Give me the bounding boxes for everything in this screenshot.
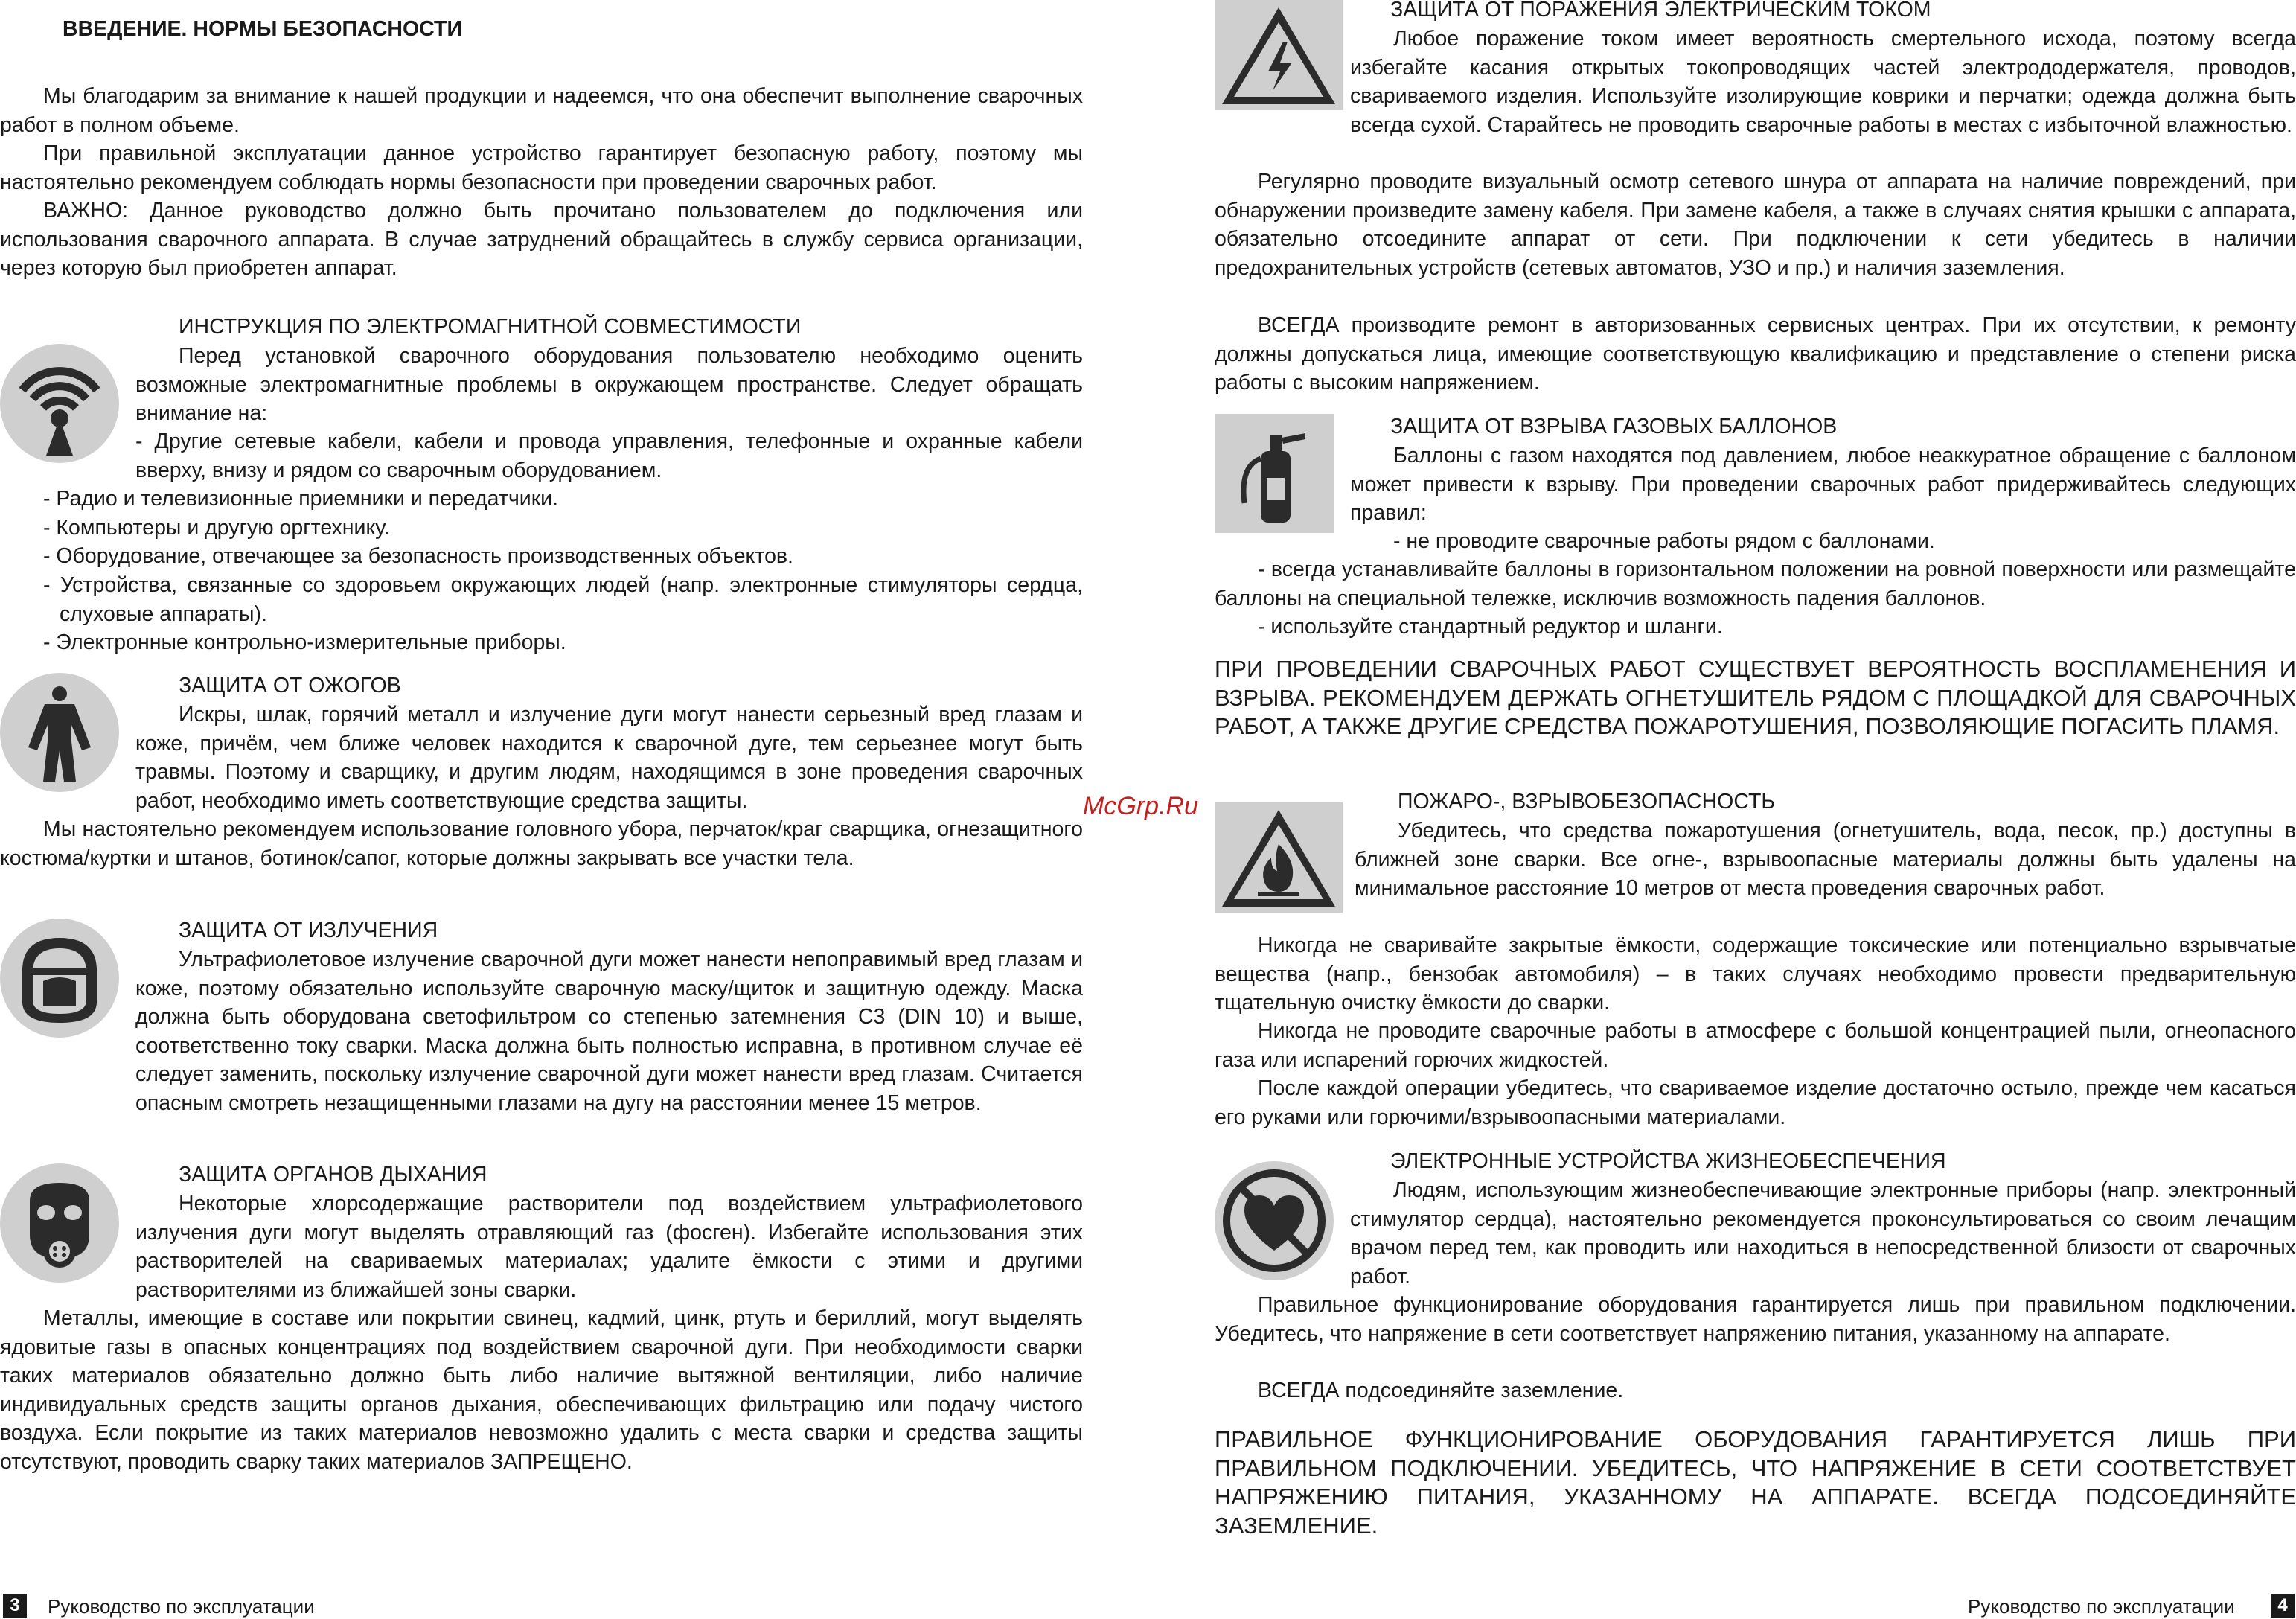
burns-p2: Мы настоятельно рекомендуем использование головного убора, перчаток/краг сварщика, огнезащитного костюма/куртки и штанов, ботинок/сапог, которые должны закрывать все участки тела. xyxy=(0,817,1083,870)
fire-p3: Никогда не проводите сварочные работы в атмосфере с большой концентрацией пыли, огнеопасного газа или испарений горючих жидкостей. xyxy=(1215,1019,2296,1072)
protective-suit-icon xyxy=(0,673,119,792)
intro-p2: При правильной эксплуатации данное устройство гарантирует безопасную работу, поэтому мы настоятельно рекомендуем соблюдать нормы безопасности при проведении сварочных работ. xyxy=(0,141,1083,194)
radiation-p1: Ультрафиолетовое излучение сварочной дуги может нанести непоправимый вред глазам и коже, поэтому обязательно используйте сварочную маску/щиток и защитную одежду. Маска должна быть оборудована светофильтром со степенью затемнения C3 (DIN 10) и выше, соответственно току сварки. Маска должна быть полностью исправна, в противном случае её следует заменить, поскольку излучение сварочной дуги может нанести вред глазам. Считается опасным смотреть незащищенными глазами на дугу на расстоянии менее 15 метров. xyxy=(135,948,1083,1115)
intro-title: ВВЕДЕНИЕ. НОРМЫ БЕЗОПАСНОСТИ xyxy=(63,17,462,41)
fire-extinguisher-icon xyxy=(1215,414,1334,533)
page-number-left: 3 xyxy=(3,1594,27,1618)
radiation-title: ЗАЩИТА ОТ ИЗЛУЧЕНИЯ xyxy=(179,919,438,942)
shock-title: ЗАЩИТА ОТ ПОРАЖЕНИЯ ЭЛЕКТРИЧЕСКИМ ТОКОМ xyxy=(1390,0,1931,22)
emc-title: ИНСТРУКЦИЯ ПО ЭЛЕКТРОМАГНИТНОЙ СОВМЕСТИМОСТИ xyxy=(179,315,802,339)
electric-shock-warning-icon xyxy=(1215,0,1343,110)
gas-item: - всегда устанавливайте баллоны в горизонтальном положении на ровной поверхности или размещайте баллоны на специальной тележке, исключив возможность падения баллонов. xyxy=(1215,558,2296,610)
fire-title: ПОЖАРО-, ВЗРЫВОБЕЗОПАСНОСТЬ xyxy=(1398,790,1776,814)
gas-mask-icon xyxy=(0,1163,119,1283)
emc-item: - Оборудование, отвечающее за безопасность производственных объектов. xyxy=(43,544,793,569)
footer-label-left: Руководство по эксплуатации xyxy=(48,1595,315,1618)
fire-p2: Никогда не сваривайте закрытые ёмкости, содержащие токсические или потенциально взрывчатые вещества (напр., бензобак автомобиля) – в таких случаях необходимо провести предварительную тщательную очистку ёмкости до сварки. xyxy=(1215,933,2296,1015)
breathing-p1: Некоторые хлорсодержащие растворители под воздействием ультрафиолетового излучения дуги могут выделять отравляющий газ (фосген). Избегайте использования этих растворителей на свариваемых материалах; удалите ёмкости с этими и другими растворителями из ближайшей зоны сварки. xyxy=(135,1192,1083,1302)
life-p2: Правильное функционирование оборудования гарантируется лишь при правильном подключении. Убедитесь, что напряжение в сети соответствует напряжению питания, указанному на аппарате. xyxy=(1215,1293,2296,1346)
emc-p1: Перед установкой сварочного оборудования пользователю необходимо оценить возможные электромагнитные проблемы в окружающем пространстве. Следует обращать внимание на: xyxy=(135,344,1083,426)
intro-p3: ВАЖНО: Данное руководство должно быть прочитано пользователем до подключения или использования сварочного аппарата. В случае затруднений обращайтесь в службу сервиса организации, через которую был приобретен аппарат. xyxy=(0,199,1083,281)
burns-title: ЗАЩИТА ОТ ОЖОГОВ xyxy=(179,674,401,697)
life-p1: Людям, использующим жизнеобеспечивающие электронные приборы (напр. электронный стимулятор сердца), настоятельно рекомендуется проконсультироваться со своим лечащим врачом перед тем, как проводить или находиться в непосредственной близости от сварочных работ. xyxy=(1350,1178,2296,1289)
fire-p1: Убедитесь, что средства пожаротушения (огнетушитель, вода, песок, пр.) доступны в ближней зоне сварки. Все огне-, взрывоопасные материалы должны быть удалены на минимальное расстояние 10 метров от места проведения сварочных работ. xyxy=(1355,819,2296,901)
burns-p1: Искры, шлак, горячий металл и излучение дуги могут нанести серьезный вред глазам и коже, причём, чем ближе человек находится к сварочной дуге, тем серьезнее могут быть травмы. Поэтому и сварщику, и другим людям, находящимся в зоне проведения сварочных работ, необходимо иметь соответствующие средства защиты. xyxy=(135,703,1083,813)
emc-item: - Другие сетевые кабели, кабели и провода управления, телефонные и охранные кабели вверху, внизу и рядом со сварочным оборудованием. xyxy=(135,430,1083,482)
intro-p1: Мы благодарим за внимание к нашей продукции и надеемся, что она обеспечит выполнение сварочных работ в полном объеме. xyxy=(0,84,1083,137)
emc-item: - Электронные контрольно-измерительные приборы. xyxy=(43,630,566,655)
emc-item: - Компьютеры и другую оргтехнику. xyxy=(43,515,390,540)
breathing-p2: Металлы, имеющие в составе или покрытии свинец, кадмий, цинк, ртуть и бериллий, могут выделять ядовитые газы в опасных концентрациях под воздействием сварочной дуги. При необходимости сварки таких материалов обязательно должно быть либо наличие вытяжной вентиляции, либо наличие индивидуальных средств защиты органов дыхания, обеспечивающих фильтрацию или подачу чистого воздуха. Если покрытие из таких материалов невозможно удалить с места сварки и средства защиты отсутствуют, проводить сварку таких материалов ЗАПРЕЩЕНО. xyxy=(0,1306,1083,1474)
page-number-right: 4 xyxy=(2271,1594,2295,1618)
emc-item: - Устройства, связанные со здоровьем окружающих людей (напр. электронные стимуляторы сердца, слуховые аппараты). xyxy=(43,572,1083,626)
shock-p3: ВСЕГДА производите ремонт в авторизованных сервисных центрах. При их отсутствии, к ремонту должны допускаться лица, имеющие соответствующую квалификацию и представление о степени риска работы с высоким напряжением. xyxy=(1215,313,2296,395)
welding-mask-icon xyxy=(0,919,119,1038)
gas-p1: Баллоны с газом находятся под давлением, любое неаккуратное обращение с баллоном может привести к взрыву. При проведении сварочных работ придерживайтесь следующих правил: xyxy=(1350,444,2296,526)
footer-label-right: Руководство по эксплуатации xyxy=(1968,1595,2235,1618)
gas-title: ЗАЩИТА ОТ ВЗРЫВА ГАЗОВЫХ БАЛЛОНОВ xyxy=(1390,415,1838,438)
life-caps-warning: ПРАВИЛЬНОЕ ФУНКЦИОНИРОВАНИЕ ОБОРУДОВАНИЯ ГАРАНТИРУЕТСЯ ЛИШЬ ПРИ ПРАВИЛЬНОМ ПОДКЛЮЧЕНИИ. УБЕДИТЕСЬ, ЧТО НАПРЯЖЕНИЕ В СЕТИ СООТВЕТСТВУЕТ НАПРЯЖЕНИЮ ПИТАНИЯ, УКАЗАННОМУ НА АППАРАТЕ. ВСЕГДА ПОДСОЕДИНЯЙТЕ ЗАЗЕМЛЕНИЕ. xyxy=(1215,1426,2296,1539)
emc-item: - Радио и телевизионные приемники и передатчики. xyxy=(43,487,559,511)
shock-p1: Любое поражение током имеет вероятность смертельного исхода, поэтому всегда избегайте касания открытых токопроводящих частей электрододержателя, проводов, свариваемого изделия. Используйте изолирующие коврики и перчатки; одежда должна быть всегда сухой. Старайтесь не проводить сварочные работы в местах с избыточной влажностью. xyxy=(1350,27,2296,137)
shock-p2: Регулярно проводите визуальный осмотр сетевого шнура от аппарата на наличие повреждений, при обнаружении произведите замену кабеля. При замене кабеля, а также в случаях снятия крышки с аппарата, обязательно отсоедините аппарат от сети. При подключении к сети убедитесь в наличии предохранительных устройств (сетевых автоматов, УЗО и пр.) и наличия заземления. xyxy=(1215,170,2296,280)
emc-list xyxy=(43,427,1083,657)
breathing-title: ЗАЩИТА ОРГАНОВ ДЫХАНИЯ xyxy=(179,1163,487,1187)
life-p3: ВСЕГДА подсоединяйте заземление. xyxy=(1258,1379,1624,1402)
gas-caps-warning: ПРИ ПРОВЕДЕНИИ СВАРОЧНЫХ РАБОТ СУЩЕСТВУЕТ ВЕРОЯТНОСТЬ ВОСПЛАМЕНЕНИЯ И ВЗРЫВА. РЕКОМЕНДУЕМ ДЕРЖАТЬ ОГНЕТУШИТЕЛЬ РЯДОМ С ПЛОЩАДКОЙ ДЛЯ СВАРОЧНЫХ РАБОТ, А ТАКЖЕ ДРУГИЕ СРЕДСТВА ПОЖАРОТУШЕНИЯ, ПОЗВОЛЯЮЩИЕ ПОГАСИТЬ ПЛАМЯ. xyxy=(1215,656,2296,740)
fire-warning-icon xyxy=(1215,802,1343,913)
life-title: ЭЛЕКТРОННЫЕ УСТРОЙСТВА ЖИЗНЕОБЕСПЕЧЕНИЯ xyxy=(1390,1149,1946,1173)
watermark: McGrp.Ru xyxy=(1083,792,1198,820)
gas-item: - используйте стандартный редуктор и шланги. xyxy=(1258,615,1723,639)
gas-item: - не проводите сварочные работы рядом с баллонами. xyxy=(1393,529,1935,553)
fire-p4: После каждой операции убедитесь, что свариваемое изделие достаточно остыло, прежде чем касаться его руками или горючими/взрывоопасными материалами. xyxy=(1215,1076,2296,1129)
no-pacemaker-icon xyxy=(1215,1161,1334,1280)
